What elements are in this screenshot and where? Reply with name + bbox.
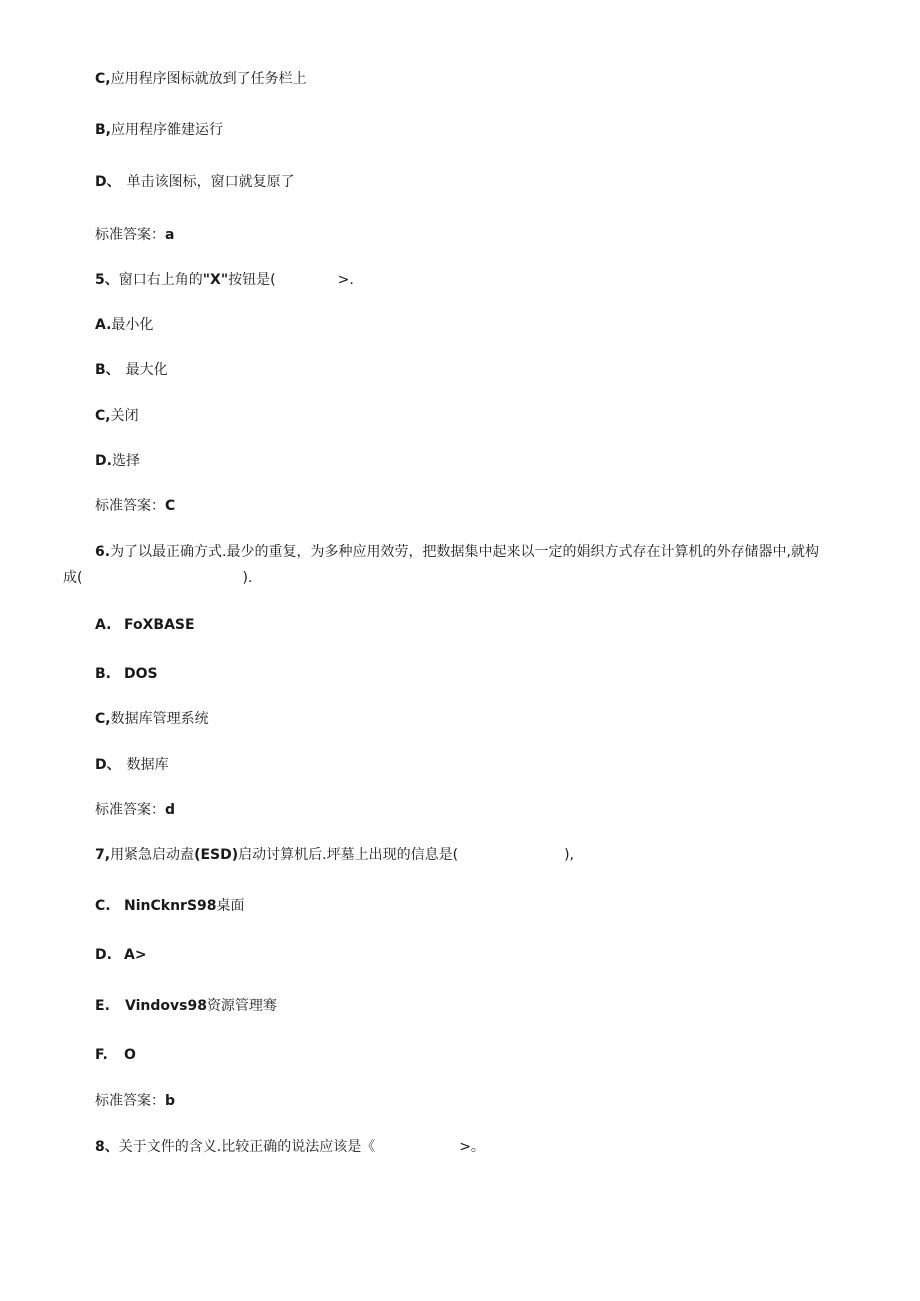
option-text: FoXBASE: [124, 617, 195, 633]
q6-option-b: [95, 664, 158, 684]
q6-option-a: [95, 615, 195, 635]
option-text: 资源管理骞: [206, 998, 277, 1014]
question-text-esd: (ESD): [194, 847, 239, 863]
question-text: 按钮是(: [228, 272, 276, 288]
question-text-end: >。: [459, 1139, 485, 1155]
q5-option-b: [95, 360, 168, 380]
option-key: D.: [95, 453, 112, 469]
answer-label: 标准答案：: [95, 227, 165, 243]
question-number: 8、: [95, 1139, 119, 1155]
option-key: C,: [95, 408, 111, 424]
option-text: 关闭: [110, 408, 139, 424]
q5-option-d: [95, 451, 140, 471]
question-number: 7,: [95, 847, 111, 863]
q5-stem: [95, 270, 354, 290]
option-text-latin: O: [124, 1047, 136, 1063]
q6-stem-line-2: [63, 565, 863, 591]
option-text-latin: Vindovs98: [125, 998, 207, 1014]
q4-option-b: [95, 120, 223, 140]
question-text-end: ),: [564, 847, 574, 863]
option-key: B.: [95, 666, 111, 682]
answer-label: 标准答案：: [95, 1093, 165, 1109]
option-text: 选择: [111, 453, 140, 469]
q4-answer: [95, 225, 174, 245]
answer-value: C: [165, 498, 176, 514]
option-key: D、: [95, 174, 121, 190]
answer-label: 标准答案：: [95, 498, 165, 514]
q6-answer: [95, 800, 175, 820]
question-number: 6.: [95, 544, 111, 560]
option-text: 单击该图标，窗口就复原了: [126, 174, 295, 190]
option-text: 桌面: [216, 898, 245, 914]
q8-stem: [95, 1137, 485, 1157]
q5-option-c: [95, 406, 139, 426]
q5-answer: [95, 496, 175, 516]
question-text-end: ).: [242, 570, 253, 586]
q6-option-d: [95, 755, 169, 775]
option-key: D.: [95, 947, 112, 963]
option-key: B、: [95, 362, 120, 378]
option-text: 应用程序雒建运行: [111, 122, 223, 138]
question-text: 启动讨算机后.坪墓上出现的信息是(: [238, 847, 459, 863]
option-text: 数据库: [126, 757, 169, 773]
option-text-latin: NinCknrS98: [124, 898, 217, 914]
answer-label: 标准答案：: [95, 802, 165, 818]
q6-option-c: [95, 709, 209, 729]
option-text: 最大化: [125, 362, 168, 378]
question-text-x: "X": [202, 272, 229, 288]
option-key: A.: [95, 317, 112, 333]
q6-stem: [63, 539, 863, 591]
q7-option-d: [95, 945, 147, 965]
option-text: 应用程序图标就放到了任务栏上: [110, 71, 307, 87]
question-text: 关于文件的含义.比较正确的说法应该是《: [118, 1139, 376, 1155]
question-text: 为了以最正确方式.最少的重复，为多种应用效劳，把数据集中起来以一定的娟织方式存在计算机的外存储器中,就构: [110, 544, 819, 560]
option-text: DOS: [124, 666, 158, 682]
q7-option-f: [95, 1045, 136, 1065]
question-number: 5、: [95, 272, 119, 288]
q4-option-d: [95, 172, 295, 192]
option-key: C,: [95, 71, 111, 87]
q7-option-c: [95, 896, 245, 916]
q7-option-e: [95, 996, 277, 1016]
q4-option-c: [95, 69, 307, 89]
q7-answer: [95, 1091, 175, 1111]
question-text: 窗口右上角的: [118, 272, 203, 288]
option-key: B,: [95, 122, 111, 138]
answer-value: b: [165, 1093, 176, 1109]
q5-option-a: [95, 315, 153, 335]
option-text: 最小化: [111, 317, 154, 333]
option-text: 数据库管理系统: [110, 711, 209, 727]
option-key: D、: [95, 757, 121, 773]
question-text-end: >.: [337, 272, 354, 288]
option-key: A.: [95, 617, 112, 633]
option-key: C,: [95, 711, 111, 727]
question-text: 用紧急启动盍: [110, 847, 195, 863]
option-key: F.: [95, 1047, 108, 1063]
option-key: E.: [95, 998, 110, 1014]
q6-stem-line-1: [63, 539, 863, 565]
option-key: C.: [95, 898, 111, 914]
q7-stem: [95, 845, 574, 865]
option-text-latin: A>: [124, 947, 147, 963]
answer-value: d: [165, 802, 176, 818]
answer-value: a: [165, 227, 175, 243]
question-text: 成(: [63, 570, 83, 586]
